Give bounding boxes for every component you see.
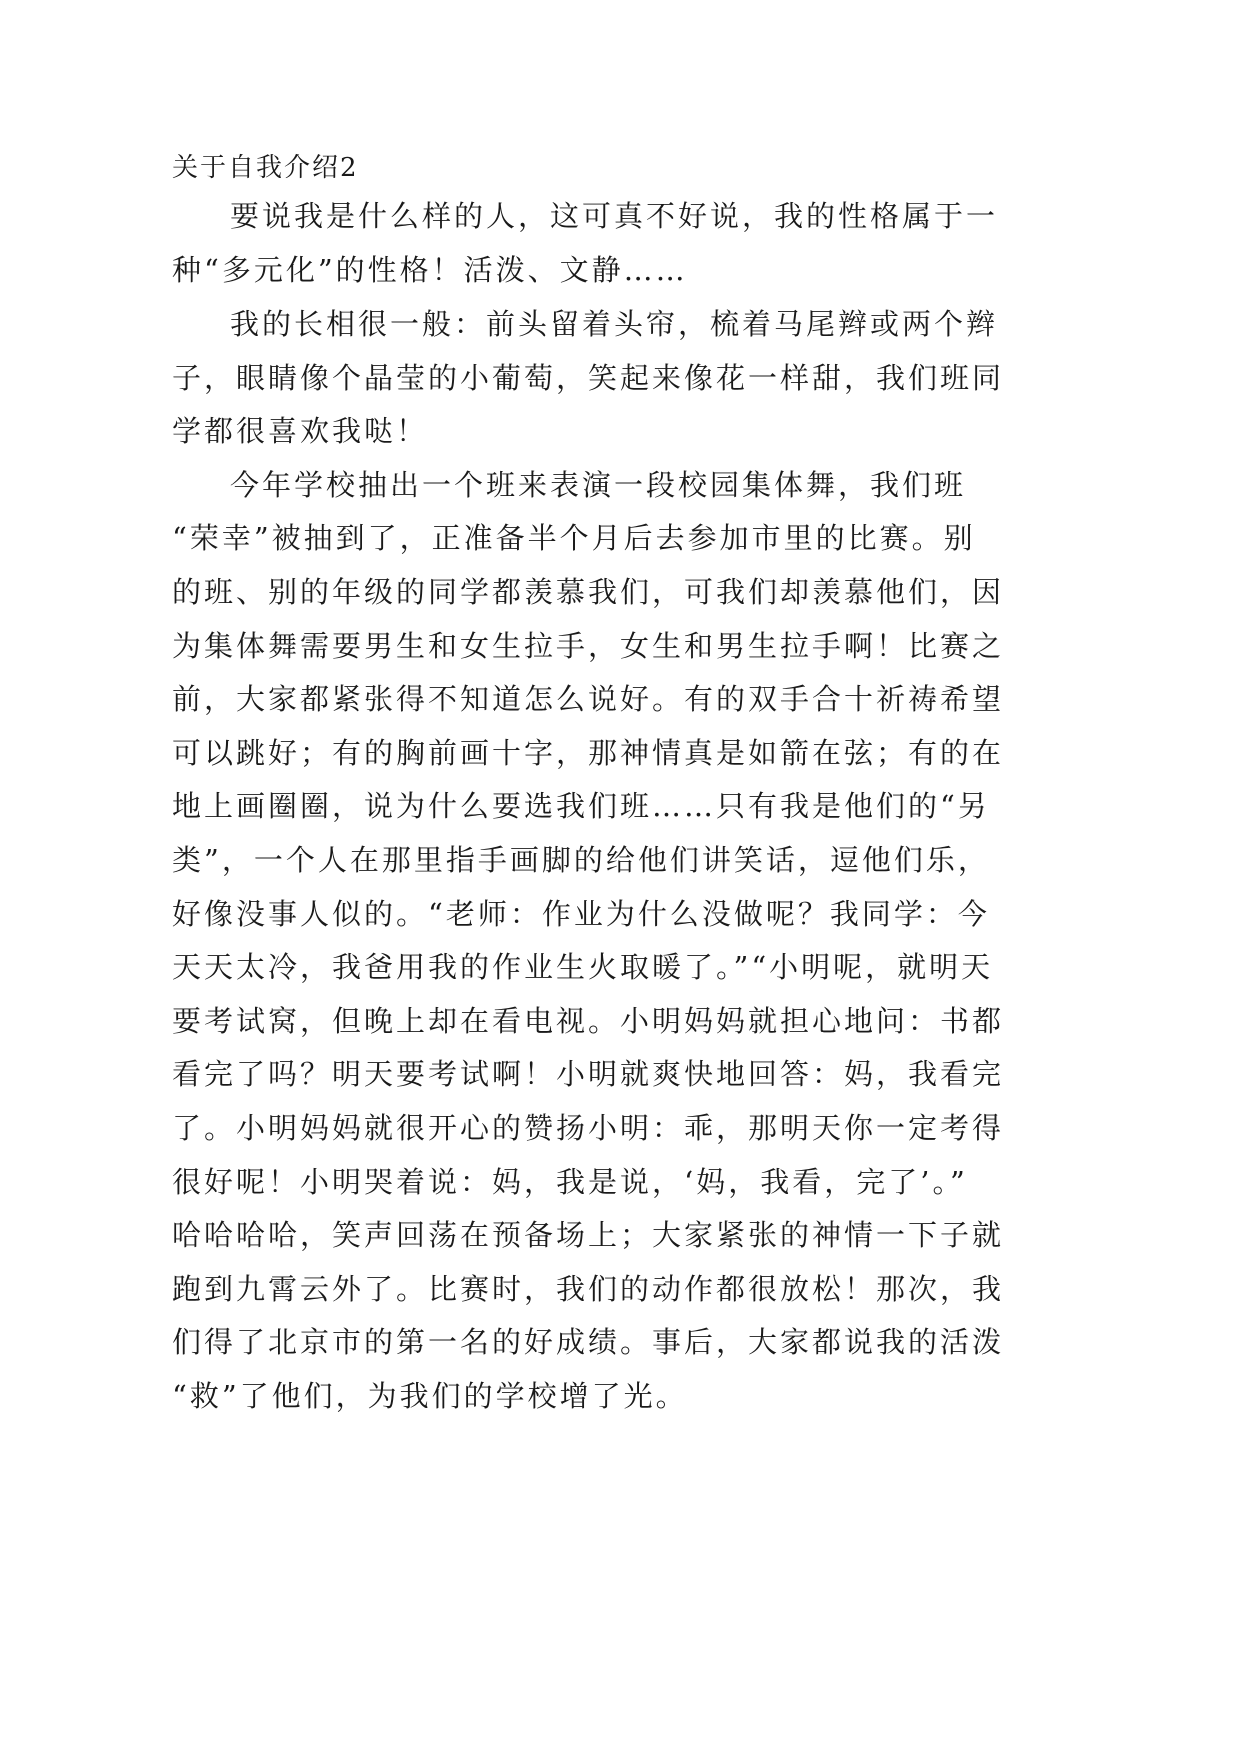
paragraph-3-line-10: 天天太冷，我爸用我的作业生火取暖了。”“小明呢，就明天 <box>172 950 994 984</box>
paragraph-3-line-9: 好像没事人似的。“老师：作业为什么没做呢？我同学：今 <box>172 897 990 931</box>
paragraph-3-line-5: 前，大家都紧张得不知道怎么说好。有的双手合十祈祷希望 <box>172 682 1005 716</box>
paragraph-1-line-2: 种“多元化”的性格！活泼、文静…… <box>172 253 688 287</box>
paragraph-1-line-1: 要说我是什么样的人，这可真不好说，我的性格属于一 <box>230 199 999 233</box>
paragraph-3-line-17: 们得了北京市的第一名的好成绩。事后，大家都说我的活泼 <box>172 1325 1005 1359</box>
paragraph-3-line-1: 今年学校抽出一个班来表演一段校园集体舞，我们班 <box>230 468 967 502</box>
paragraph-3-line-15: 哈哈哈哈，笑声回荡在预备场上；大家紧张的神情一下子就 <box>172 1218 1005 1252</box>
paragraph-3-line-7: 地上画圈圈，说为什么要选我们班……只有我是他们的“另 <box>172 789 990 823</box>
paragraph-2-line-2: 子，眼睛像个晶莹的小葡萄，笑起来像花一样甜，我们班同 <box>172 361 1005 395</box>
paragraph-3-line-13: 了。小明妈妈就很开心的赞扬小明：乖，那明天你一定考得 <box>172 1111 1005 1145</box>
paragraph-3-line-2: “荣幸”被抽到了，正准备半个月后去参加市里的比赛。别 <box>172 521 976 555</box>
paragraph-3-line-4: 为集体舞需要男生和女生拉手，女生和男生拉手啊！比赛之 <box>172 629 1005 663</box>
paragraph-2-line-1: 我的长相很一般：前头留着头帘，梳着马尾辫或两个辫 <box>230 307 999 341</box>
paragraph-3-line-3: 的班、别的年级的同学都羡慕我们，可我们却羡慕他们，因 <box>172 575 1005 609</box>
document-title: 关于自我介绍2 <box>172 153 359 183</box>
paragraph-3-line-11: 要考试窝，但晚上却在看电视。小明妈妈就担心地问：书都 <box>172 1004 1005 1038</box>
paragraph-3-line-14: 很好呢！小明哭着说：妈，我是说，‘妈，我看，完了’。” <box>172 1165 968 1199</box>
paragraph-3-line-6: 可以跳好；有的胸前画十字，那神情真是如箭在弦；有的在 <box>172 736 1005 770</box>
paragraph-2-line-3: 学都很喜欢我哒！ <box>172 414 429 448</box>
paragraph-3-line-12: 看完了吗？明天要考试啊！小明就爽快地回答：妈，我看完 <box>172 1057 1005 1091</box>
paragraph-3-line-16: 跑到九霄云外了。比赛时，我们的动作都很放松！那次，我 <box>172 1272 1005 1306</box>
paragraph-3-line-18: “救”了他们，为我们的学校增了光。 <box>172 1379 688 1413</box>
paragraph-3-line-8: 类”，一个人在那里指手画脚的给他们讲笑话，逗他们乐， <box>172 843 990 877</box>
